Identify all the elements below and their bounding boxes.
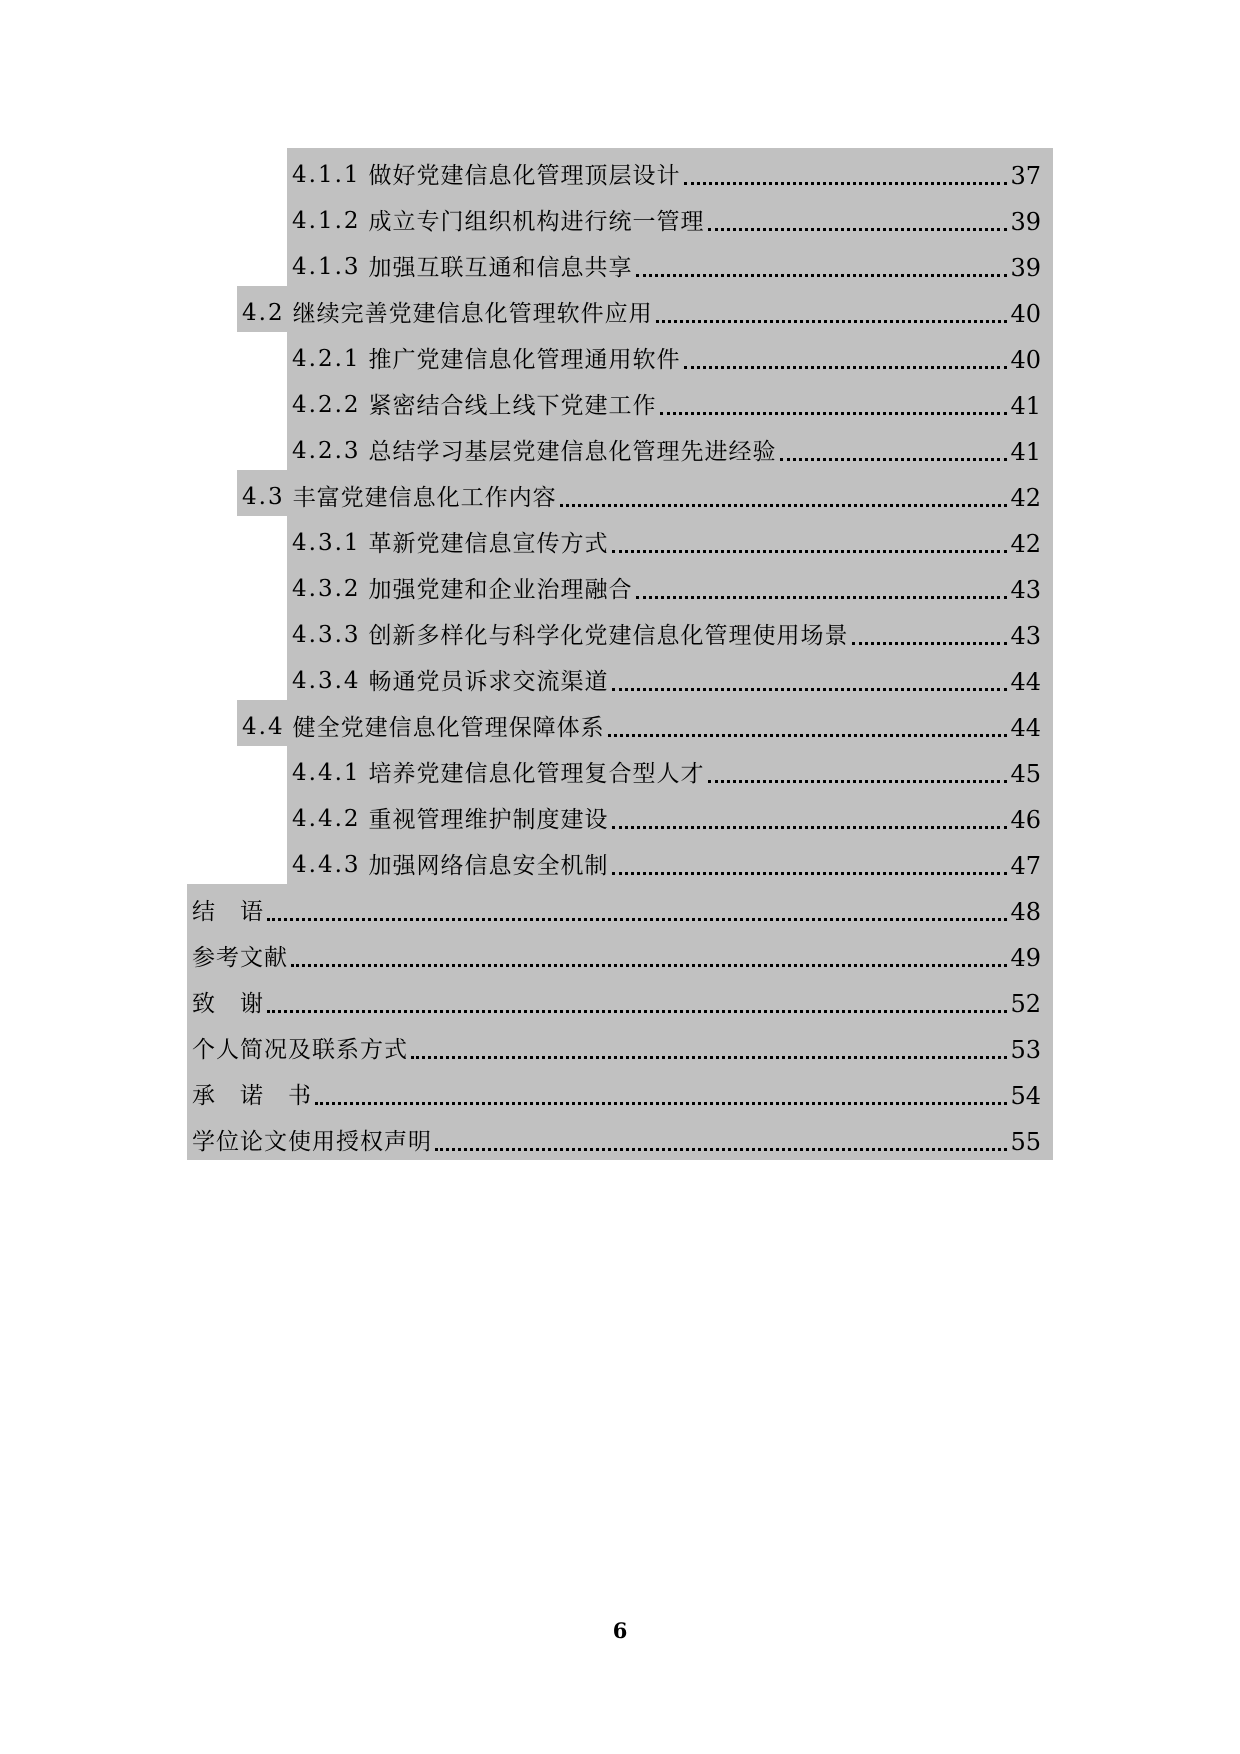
toc-entry-title: 重视管理维护制度建设 bbox=[368, 807, 609, 833]
toc-leader-dots bbox=[435, 1148, 1007, 1151]
toc-entry[interactable] bbox=[287, 194, 1053, 240]
toc-entry-number: 4.2.2 bbox=[292, 392, 361, 418]
toc-entry-page-number: 40 bbox=[1010, 300, 1041, 328]
toc-leader-dots bbox=[560, 504, 1008, 507]
toc-entry[interactable] bbox=[187, 976, 1053, 1022]
toc-leader-dots bbox=[684, 182, 1008, 185]
toc-entry-page-number: 49 bbox=[1010, 944, 1041, 972]
toc-leader-dots bbox=[291, 964, 1007, 967]
toc-entry-title: 加强互联互通和信息共享 bbox=[368, 255, 633, 281]
toc-entry-title: 健全党建信息化管理保障体系 bbox=[292, 715, 605, 741]
toc-entry-title: 培养党建信息化管理复合型人才 bbox=[368, 761, 705, 787]
toc-entry-page-number: 41 bbox=[1010, 438, 1041, 466]
toc-entry-title: 个人简况及联系方式 bbox=[192, 1037, 408, 1063]
toc-entry-title: 结 语 bbox=[192, 899, 264, 925]
toc-entry-page-number: 39 bbox=[1010, 254, 1041, 282]
toc-entry-page-number: 54 bbox=[1010, 1082, 1041, 1110]
toc-entry-page-number: 37 bbox=[1010, 162, 1041, 190]
toc-entry-page-number: 43 bbox=[1010, 622, 1041, 650]
toc-entry-page-number: 41 bbox=[1010, 392, 1041, 420]
toc-entry[interactable] bbox=[237, 700, 1053, 746]
toc-entry-number: 4.2.1 bbox=[292, 346, 361, 372]
toc-leader-dots bbox=[636, 274, 1008, 277]
toc-entry[interactable] bbox=[287, 838, 1053, 884]
toc-entry[interactable] bbox=[287, 378, 1053, 424]
page-footer bbox=[0, 1618, 1240, 1643]
toc-entry-title: 继续完善党建信息化管理软件应用 bbox=[292, 301, 653, 327]
toc-leader-dots bbox=[267, 918, 1007, 921]
toc-leader-dots bbox=[411, 1056, 1007, 1059]
toc-entry-page-number: 47 bbox=[1010, 852, 1041, 880]
toc-entry-page-number: 43 bbox=[1010, 576, 1041, 604]
toc-entry-number: 4.1.2 bbox=[292, 208, 361, 234]
toc-leader-dots bbox=[315, 1102, 1007, 1105]
toc-entry[interactable] bbox=[237, 286, 1053, 332]
toc-leader-dots bbox=[636, 596, 1008, 599]
toc-entry-page-number: 53 bbox=[1010, 1036, 1041, 1064]
toc-entry-page-number: 48 bbox=[1010, 898, 1041, 926]
toc-entry[interactable] bbox=[237, 470, 1053, 516]
toc-entry-number: 4.4.3 bbox=[292, 852, 361, 878]
toc-entry-title: 做好党建信息化管理顶层设计 bbox=[368, 163, 681, 189]
toc-entry-number: 4.1.1 bbox=[292, 162, 361, 188]
toc-entry-page-number: 46 bbox=[1010, 806, 1041, 834]
toc-entry-page-number: 55 bbox=[1010, 1128, 1041, 1156]
toc-entry-page-number: 42 bbox=[1010, 484, 1041, 512]
toc-leader-dots bbox=[708, 780, 1008, 783]
footer-page-number: 6 bbox=[612, 1618, 628, 1643]
toc-entry[interactable] bbox=[287, 516, 1053, 562]
toc-entry-title: 总结学习基层党建信息化管理先进经验 bbox=[368, 439, 777, 465]
table-of-contents bbox=[0, 148, 1053, 1160]
toc-entry-number: 4.3.1 bbox=[292, 530, 361, 556]
toc-entry[interactable] bbox=[287, 332, 1053, 378]
toc-entry[interactable] bbox=[287, 424, 1053, 470]
toc-entry-page-number: 44 bbox=[1010, 668, 1041, 696]
toc-entry[interactable] bbox=[187, 930, 1053, 976]
toc-leader-dots bbox=[852, 642, 1008, 645]
toc-entry-page-number: 44 bbox=[1010, 714, 1041, 742]
toc-entry-number: 4.3.2 bbox=[292, 576, 361, 602]
toc-entry-title: 参考文献 bbox=[192, 945, 288, 971]
toc-entry-number: 4.4.2 bbox=[292, 806, 361, 832]
toc-entry-title: 致 谢 bbox=[192, 991, 264, 1017]
toc-entry-number: 4.3.3 bbox=[292, 622, 361, 648]
toc-entry[interactable] bbox=[187, 884, 1053, 930]
toc-entry-number: 4.2.3 bbox=[292, 438, 361, 464]
toc-entry-title: 丰富党建信息化工作内容 bbox=[292, 485, 557, 511]
toc-entry-page-number: 40 bbox=[1010, 346, 1041, 374]
toc-entry-number: 4.3 bbox=[242, 484, 285, 510]
toc-entry[interactable] bbox=[287, 562, 1053, 608]
toc-leader-dots bbox=[708, 228, 1008, 231]
toc-entry-title: 加强网络信息安全机制 bbox=[368, 853, 609, 879]
toc-leader-dots bbox=[684, 366, 1008, 369]
toc-entry[interactable] bbox=[187, 1114, 1053, 1160]
toc-entry-title: 成立专门组织机构进行统一管理 bbox=[368, 209, 705, 235]
toc-entry-number: 4.4 bbox=[242, 714, 285, 740]
toc-entry[interactable] bbox=[287, 792, 1053, 838]
toc-entry[interactable] bbox=[187, 1068, 1053, 1114]
toc-entry-number: 4.3.4 bbox=[292, 668, 361, 694]
toc-entry-number: 4.4.1 bbox=[292, 760, 361, 786]
toc-entry-number: 4.1.3 bbox=[292, 254, 361, 280]
toc-leader-dots bbox=[608, 734, 1008, 737]
toc-entry[interactable] bbox=[287, 148, 1053, 194]
toc-entry-page-number: 45 bbox=[1010, 760, 1041, 788]
toc-entry-title: 紧密结合线上线下党建工作 bbox=[368, 393, 657, 419]
toc-entry-title: 创新多样化与科学化党建信息化管理使用场景 bbox=[368, 623, 849, 649]
toc-leader-dots bbox=[612, 688, 1008, 691]
toc-leader-dots bbox=[267, 1010, 1007, 1013]
toc-leader-dots bbox=[656, 320, 1008, 323]
toc-entry-title: 革新党建信息宣传方式 bbox=[368, 531, 609, 557]
toc-entry-number: 4.2 bbox=[242, 300, 285, 326]
toc-leader-dots bbox=[612, 826, 1008, 829]
toc-leader-dots bbox=[612, 550, 1008, 553]
toc-leader-dots bbox=[612, 872, 1008, 875]
toc-entry-page-number: 52 bbox=[1010, 990, 1041, 1018]
toc-entry-title: 加强党建和企业治理融合 bbox=[368, 577, 633, 603]
toc-entry-title: 承 诺 书 bbox=[192, 1083, 312, 1109]
toc-entry[interactable] bbox=[287, 654, 1053, 700]
toc-entry[interactable] bbox=[187, 1022, 1053, 1068]
toc-entry-title: 畅通党员诉求交流渠道 bbox=[368, 669, 609, 695]
toc-entry-page-number: 42 bbox=[1010, 530, 1041, 558]
toc-entry[interactable] bbox=[287, 240, 1053, 286]
toc-entry-title: 推广党建信息化管理通用软件 bbox=[368, 347, 681, 373]
toc-leader-dots bbox=[660, 412, 1008, 415]
toc-leader-dots bbox=[780, 458, 1008, 461]
toc-entry-title: 学位论文使用授权声明 bbox=[192, 1129, 432, 1155]
toc-entry-page-number: 39 bbox=[1010, 208, 1041, 236]
toc-entry[interactable] bbox=[287, 746, 1053, 792]
toc-entry[interactable] bbox=[287, 608, 1053, 654]
